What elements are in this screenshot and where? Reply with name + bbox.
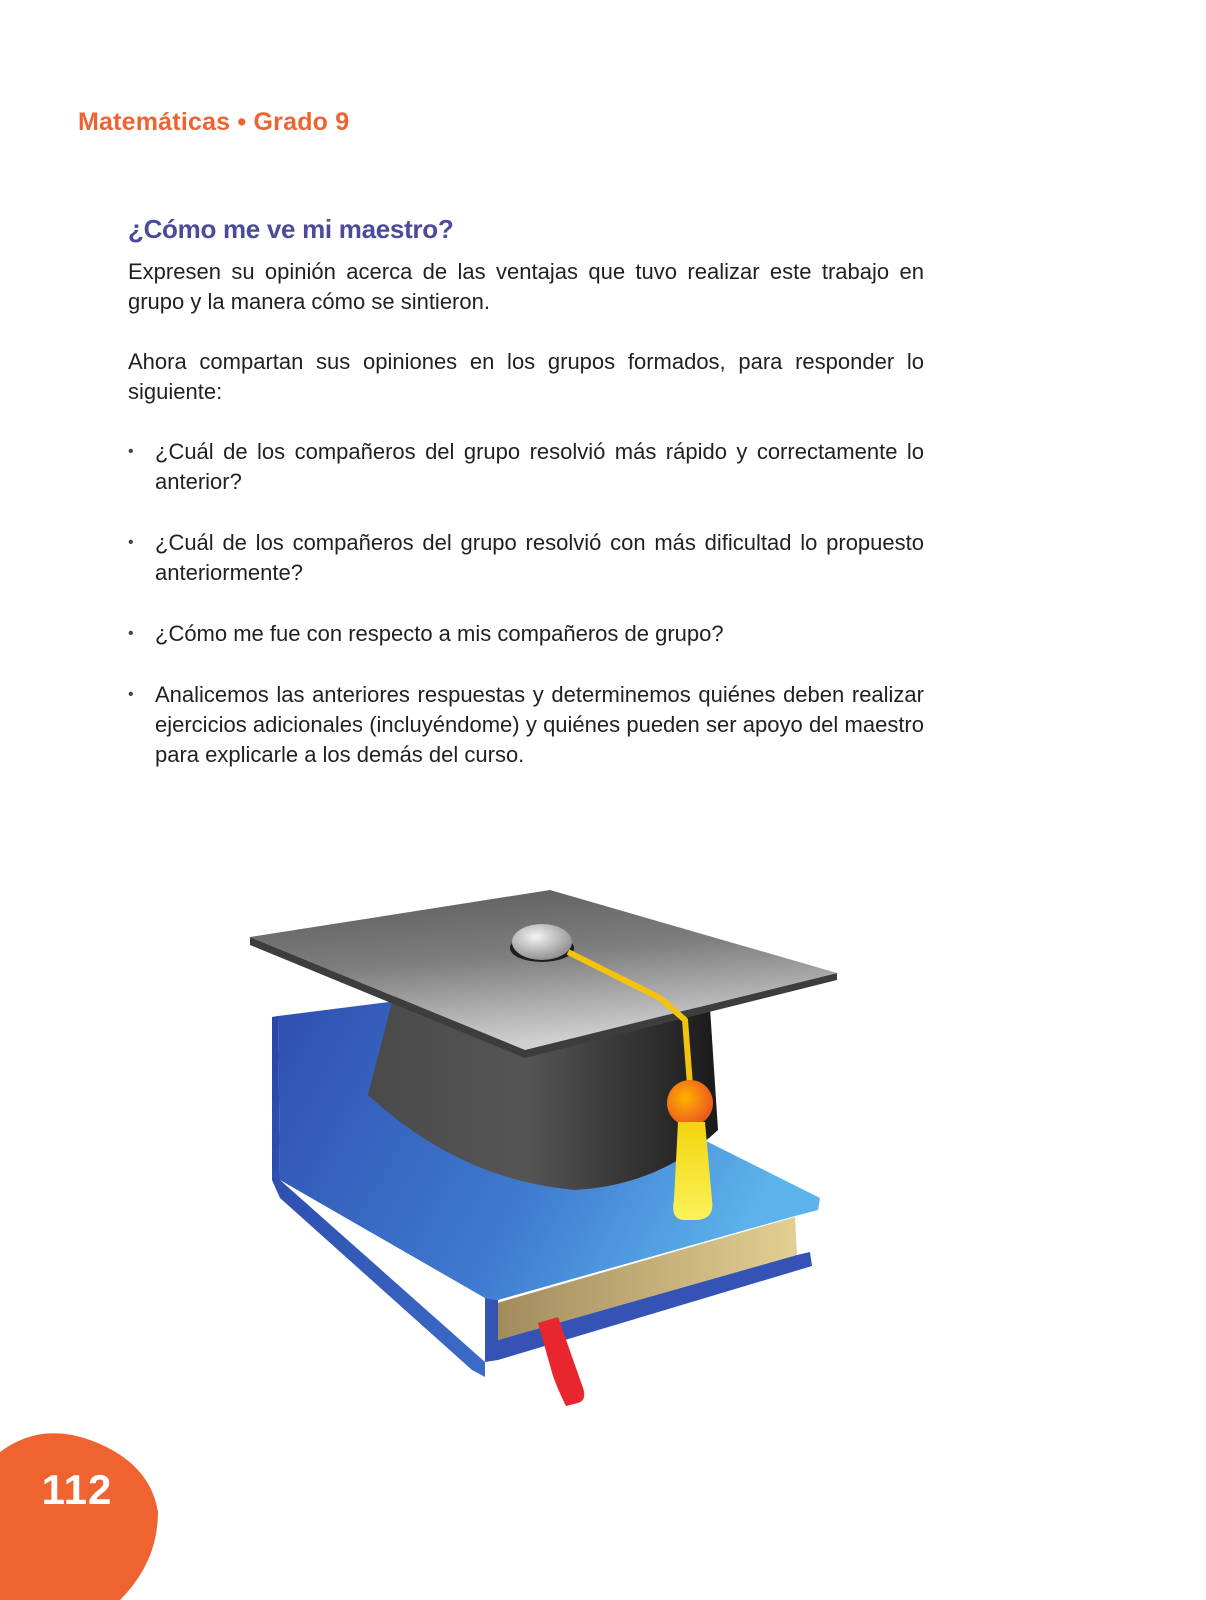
paragraph-instructions: Ahora compartan sus opiniones en los grupos formados, para responder lo siguiente: <box>128 349 924 404</box>
question-list <box>128 437 924 770</box>
page-number: 112 <box>41 1466 113 1513</box>
list-item-text: ¿Cómo me fue con respecto a mis compañeros de grupo? <box>155 621 724 646</box>
list-item-text: ¿Cuál de los compañeros del grupo resolvió con más dificultad lo propuesto anteriormente? <box>155 530 924 585</box>
page-number-tab <box>0 1432 160 1600</box>
running-head: Matemáticas • Grado 9 <box>78 108 350 136</box>
bullet-icon: • <box>128 534 134 551</box>
list-item <box>128 680 924 770</box>
bullet-icon: • <box>128 625 134 642</box>
bullet-icon: • <box>128 686 134 703</box>
paragraph-intro: Expresen su opinión acerca de las ventajas que tuvo realizar este trabajo en grupo y la manera cómo se sintieron. <box>128 259 924 314</box>
list-item-text: Analicemos las anteriores respuestas y determinemos quiénes deben realizar ejercicios adicionales (incluyéndome) y quiénes pueden ser apoyo del maestro para explicarle a los demás del curso. <box>155 682 924 767</box>
list-item <box>128 619 924 649</box>
list-item-text: ¿Cuál de los compañeros del grupo resolvió más rápido y correctamente lo anterior? <box>155 439 924 494</box>
graduation-cap-on-book-icon <box>240 880 850 1425</box>
section-title: ¿Cómo me ve mi maestro? <box>128 214 454 244</box>
main-content <box>128 214 924 801</box>
bullet-icon: • <box>128 443 134 460</box>
list-item <box>128 528 924 588</box>
list-item <box>128 437 924 497</box>
